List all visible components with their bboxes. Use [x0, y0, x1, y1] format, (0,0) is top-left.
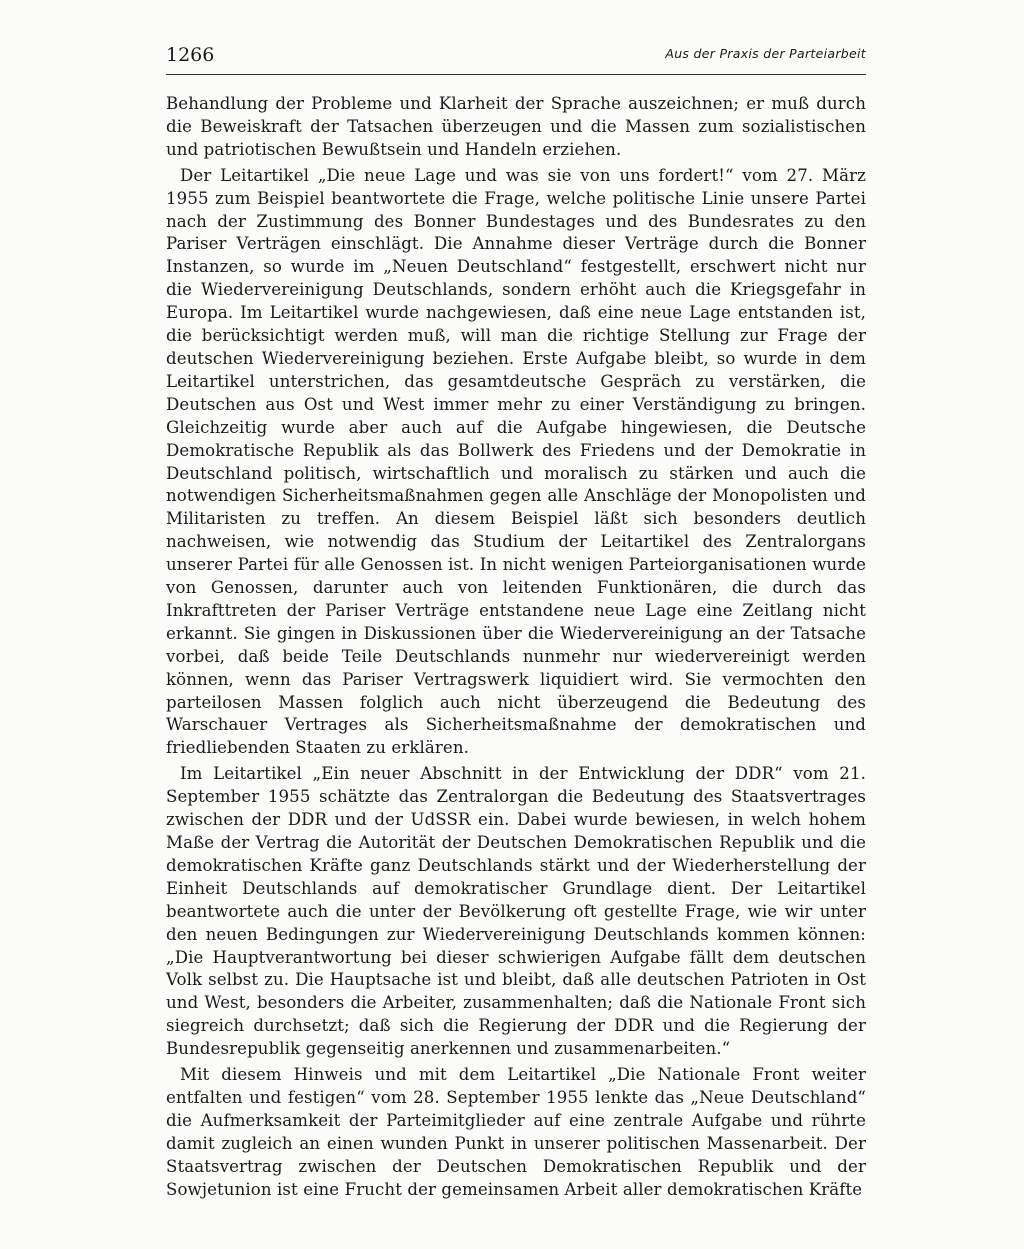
paragraph: Mit diesem Hinweis und mit dem Leitartikel „Die Nationale Front weiter entfalten und festigen“ vom 28. September 1955 lenkte das „Neue Deutschland“ die Aufmerksamkeit der Parteimitglieder auf eine zentrale Aufgabe und rührte damit zugleich an einen wunden Punkt in unserer politischen Massenarbeit. Der Staatsvertrag zwischen der Deutschen Demokratischen Republik und der Sowjetunion ist eine Frucht der gemeinsamen Arbeit aller demokratischen Kräfte — [166, 1065, 866, 1199]
running-title: Aus der Praxis der Parteiarbeit — [665, 46, 866, 61]
book-page — [166, 44, 866, 1205]
page-header — [166, 44, 866, 75]
page-number: 1266 — [166, 44, 215, 66]
paragraph: Im Leitartikel „Ein neuer Abschnitt in der Entwicklung der DDR“ vom 21. September 1955 schätzte das Zentralorgan die Bedeutung des Staatsvertrages zwischen der DDR und der UdSSR ein. Dabei wurde bewiesen, in welch hohem Maße der Vertrag die Autorität der Deutschen Demokratischen Republik und die demokratischen Kräfte ganz Deutschlands stärkt und der Wiederherstellung der Einheit Deutschlands auf demokratischer Grundlage dient. Der Leitartikel beantwortete auch die unter der Bevölkerung oft gestellte Frage, wie wir unter den neuen Bedingungen zur Wiedervereinigung Deutschlands kommen können: „Die Hauptverantwortung bei dieser schwierigen Aufgabe fällt dem deutschen Volk selbst zu. Die Hauptsache ist und bleibt, daß alle deutschen Patrioten in Ost und West, besonders die Arbeiter, zusammenhalten; daß die Nationale Front sich siegreich durchsetzt; daß sich die Regierung der DDR und die Regierung der Bundesrepublik gegenseitig anerkennen und zusammenarbeiten.“ — [166, 764, 866, 1059]
paragraph: Der Leitartikel „Die neue Lage und was sie von uns fordert!“ vom 27. März 1955 zum Beispiel beantwortete die Frage, welche politische Linie unsere Partei nach der Zustimmung des Bonner Bundestages und des Bundesrates zu den Pariser Verträgen einschlägt. Die Annahme dieser Verträge durch die Bonner Instanzen, so wurde im „Neuen Deutschland“ festgestellt, erschwert nicht nur die Wiedervereinigung Deutschlands, sondern erhöht auch die Kriegsgefahr in Europa. Im Leitartikel wurde nachgewiesen, daß eine neue Lage entstanden ist, die berücksichtigt werden muß, will man die richtige Stellung zur Frage der deutschen Wiedervereinigung beziehen. Erste Aufgabe bleibt, so wurde in dem Leitartikel unterstrichen, das gesamtdeutsche Gespräch zu verstärken, die Deutschen aus Ost und West immer mehr zu einer Verständigung zu bringen. Gleichzeitig wurde aber auch auf die Aufgabe hingewiesen, die Deutsche Demokratische Republik als das Bollwerk des Friedens und der Demokratie in Deutschland politisch, wirtschaftlich und moralisch zu stärken und auch die notwendigen Sicherheitsmaßnahmen gegen alle Anschläge der Monopolisten und Militaristen zu treffen. An diesem Beispiel läßt sich besonders deutlich nachweisen, wie notwendig das Studium der Leitartikel des Zentralorgans unserer Partei für alle Genossen ist. In nicht wenigen Parteiorganisationen wurde von Genossen, darunter auch von leitenden Funktionären, die durch das Inkrafttreten der Pariser Verträge entstandene neue Lage eine Zeitlang nicht erkannt. Sie gingen in Diskussionen über die Wiedervereinigung an der Tatsache vorbei, daß beide Teile Deutschlands nunmehr nur wiedervereinigt werden können, wenn das Pariser Vertragswerk liquidiert wird. Sie vermochten den parteilosen Massen folglich auch nicht überzeugend die Bedeutung des Warschauer Vertrages als Sicherheitsmaßnahme der demokratischen und friedliebenden Staaten zu erklären. — [166, 165, 866, 758]
paragraph: Behandlung der Probleme und Klarheit der Sprache auszeichnen; er muß durch die Beweiskraft der Tatsachen überzeugen und die Massen zum sozialistischen und patriotischen Bewußtsein und Handeln erziehen. — [166, 94, 866, 159]
body-text — [166, 93, 866, 1202]
